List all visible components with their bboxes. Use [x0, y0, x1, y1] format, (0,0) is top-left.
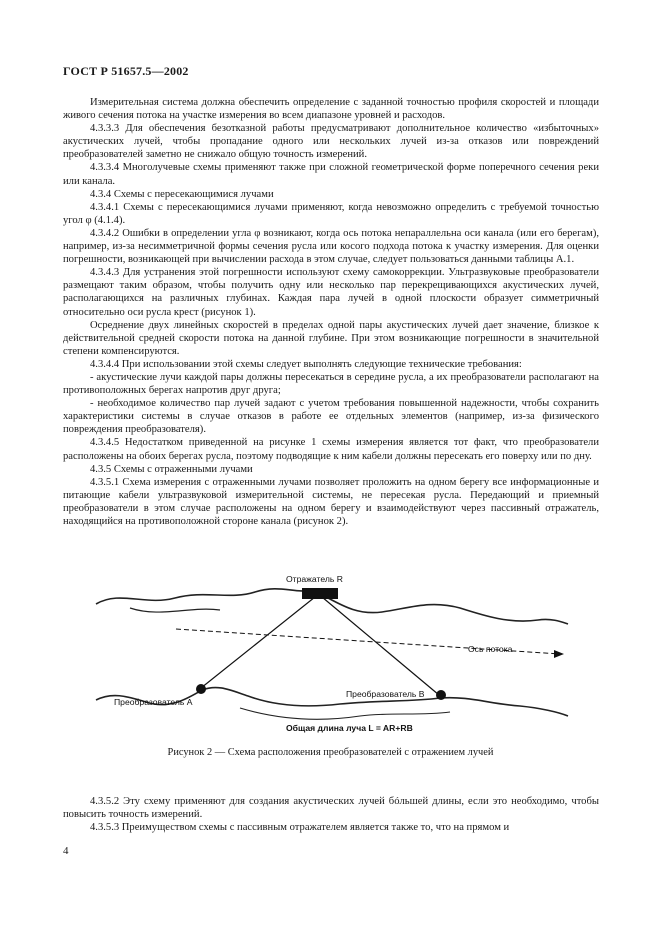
paragraph: 4.3.5.2 Эту схему применяют для создания акустических лучей бóльшей длины, если это необходимо, чтобы повысить точность измерений.: [63, 796, 599, 821]
figure-reflected-beam-diagram: [90, 566, 570, 744]
paragraph: Осреднение двух линейных скоростей в пределах одной пары акустических лучей дает значение, близкое к действительной средней скорости потока на данной глубине. При этом возникающие погрешности в значительной степени компенсируются.: [63, 319, 599, 357]
paragraph: 4.3.4.4 При использовании этой схемы следует выполнять следующие технические требования:: [90, 358, 522, 370]
label-reflector: Отражатель R: [286, 574, 343, 584]
transducer-b-marker: [436, 690, 446, 700]
label-transducer-b: Преобразователь B: [346, 689, 425, 699]
diagram-svg: [90, 566, 570, 744]
beam-a-to-r: [201, 597, 315, 688]
paragraph: 4.3.4.5 Недостатком приведенной на рисунке 1 схемы измерения является тот факт, что преобразователи расположены на обоих берегах русла, поэтому подводящие к ним кабели должны пересекать его поверху или по дну.: [63, 437, 599, 462]
section-heading: 4.3.5 Схемы с отраженными лучами: [90, 463, 253, 475]
upper-bank-line-inner: [130, 608, 220, 612]
paragraph: Измерительная система должна обеспечить определение с заданной точностью профиля скоростей и площади живого сечения потока на участке измерения во всем диапазоне уровней и расходов.: [63, 97, 599, 122]
list-item: - необходимое количество пар лучей задают с учетом требования повышенной надежности, чтобы сохранить характеристики системы в случае отказов в работе ее отдельных элементов (например, из-за физического повреждения преобразователя).: [63, 398, 599, 436]
document-header: ГОСТ Р 51657.5—2002: [63, 64, 189, 78]
paragraph: 4.3.3.3 Для обеспечения безотказной работы предусматривают дополнительное количество «избыточных» акустических лучей, чтобы пропадание одного или нескольких лучей из-за отказов или повреждений преобразователей заметно не снижало общую точность измерений.: [63, 123, 599, 161]
list-item: - акустические лучи каждой пары должны пересекаться в середине русла, а их преобразователи располагают на противоположных берегах напротив друг друга;: [63, 371, 599, 397]
flow-axis-arrowhead: [554, 650, 564, 658]
paragraph: 4.3.4.2 Ошибки в определении угла φ возникают, когда ось потока непараллельна оси канала (или его берегам), например, из-за несимметричной формы сечения русла или косого подхода потока к участку измерения. Для оценки погрешности, возникающей при вычислении расхода в этом случае, следует пользоваться данными таблицы А.1.: [63, 227, 599, 266]
lower-bank-line-inner: [240, 708, 450, 719]
reflector-block: [302, 588, 338, 599]
label-beam-length: Общая длина луча L = AR+RB: [286, 723, 413, 733]
figure-caption: Рисунок 2 — Схема расположения преобразователей с отражением лучей: [167, 747, 494, 758]
body-text-top: [63, 96, 599, 528]
paragraph: 4.3.4.3 Для устранения этой погрешности используют схему самокоррекции. Ультразвуковые преобразователи размещают таким образом, чтобы получить одну или несколько пар перекрещивающихся акустических лучей, располагающихся на различных глубинах. Каждая пара лучей в одной плоскости образует симметричный относительно оси русла крест (рисунок 1).: [63, 267, 599, 318]
paragraph: 4.3.5.3 Преимуществом схемы с пассивным отражателем является также то, что на прямом и: [90, 822, 510, 834]
paragraph: 4.3.3.4 Многолучевые схемы применяют также при сложной геометрической форме поперечного сечения реки или канала.: [63, 162, 599, 187]
paragraph: 4.3.4.1 Схемы с пересекающимися лучами применяют, когда невозможно определить с требуемой точностью угол φ (4.1.4).: [63, 201, 599, 226]
transducer-a-marker: [196, 684, 206, 694]
paragraph: 4.3.5.1 Схема измерения с отраженными лучами позволяет проложить на одном берегу все информационные и питающие кабели ультразвуковой измерительной системы, не пересекая русла. Передающий и приемный преобразователи в этом случае расположены на одном берегу и взаимодействуют через пассивный отражатель, находящийся на противоположной стороне канала (рисунок 2).: [63, 476, 599, 527]
label-flow-axis: Ось потока: [468, 644, 513, 654]
label-transducer-a: Преобразователь A: [114, 697, 193, 707]
page-number: 4: [63, 845, 69, 857]
body-text-bottom: [63, 795, 599, 834]
section-heading: 4.3.4 Схемы с пересекающимися лучами: [90, 188, 274, 200]
